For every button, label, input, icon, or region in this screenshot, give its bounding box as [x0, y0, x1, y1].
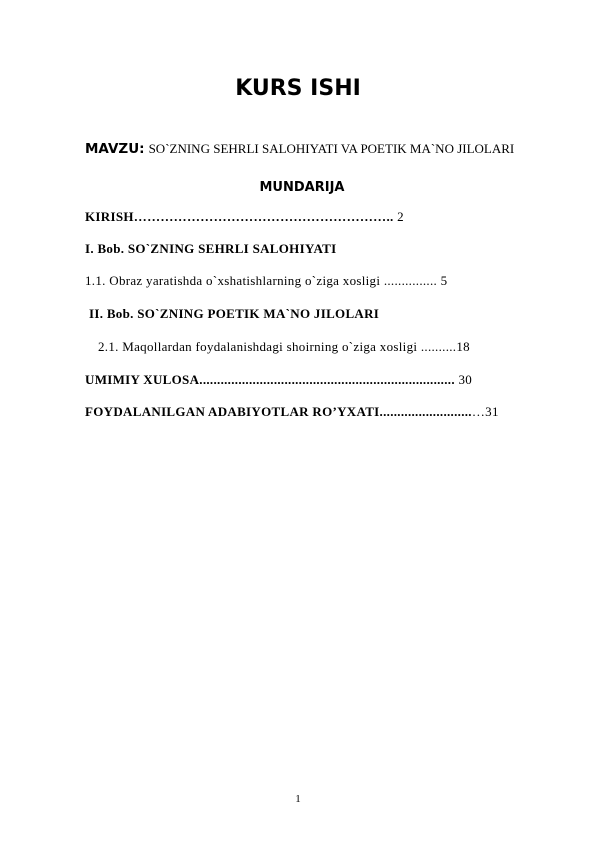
toc-entry-introduction: [85, 209, 404, 225]
toc-entry-page: …31: [471, 404, 499, 419]
toc-entry-dots: ...............: [380, 273, 438, 288]
toc-entry-page: 5: [437, 273, 448, 288]
toc-entry-text: KIRISH: [85, 209, 134, 224]
topic-label: MAVZU:: [85, 141, 145, 157]
toc-entry-text: 1.1. Obraz yaratishda o`xshatishlarning o`ziga xosligi: [85, 273, 381, 288]
page-number: 1: [295, 793, 301, 805]
toc-entry-page: 30: [454, 372, 473, 387]
toc-entry-dots: ........................................................................: [199, 372, 455, 387]
toc-entry-chapter-1: [85, 241, 337, 257]
toc-entry-section-1-1: [85, 273, 447, 289]
toc-entry-text: FOYDALANILGAN ADABIYOTLAR RO’YXATI: [85, 404, 380, 419]
toc-entry-text: I. Bob. SO`ZNING SEHRLI SALOHIYATI: [85, 241, 337, 256]
contents-title: [0, 180, 596, 195]
toc-entry-chapter-2: [89, 306, 379, 322]
toc-entry-conclusion: [85, 372, 472, 388]
toc-entry-dots: …………………………………………………..: [133, 209, 394, 224]
toc-entry-section-2-1: [98, 339, 470, 355]
topic-line: [85, 140, 514, 158]
toc-entry-dots: ..........................: [379, 404, 472, 419]
toc-entry-text: UMIMIY XULOSA: [85, 372, 200, 387]
contents-title-text: MUNDARIJA: [259, 180, 345, 195]
document-title: KURS ISHI: [235, 76, 361, 101]
toc-entry-page: 18: [456, 339, 470, 354]
toc-entry-page: 2: [393, 209, 404, 224]
toc-entry-text: II. Bob. SO`ZNING POETIK MA`NO JILOLARI: [89, 306, 380, 321]
toc-entry-text: 2.1. Maqollardan foydalanishdagi shoirning o`ziga xosligi: [98, 339, 418, 354]
topic-text: SO`ZNING SEHRLI SALOHIYATI VA POETIK MA`NO JILOLARI: [148, 141, 515, 156]
toc-entry-dots: ..........: [417, 339, 457, 354]
toc-entry-references: [85, 404, 499, 420]
